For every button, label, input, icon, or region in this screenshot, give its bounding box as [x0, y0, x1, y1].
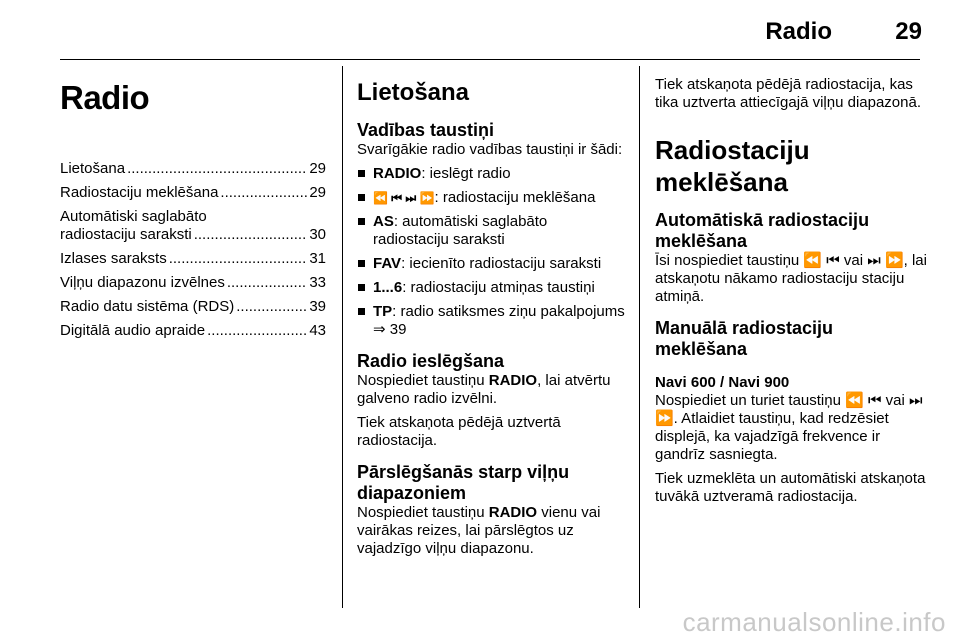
toc-leader	[207, 322, 307, 340]
bullet-square-icon	[358, 194, 365, 201]
control-description: : radiostaciju atmiņas taustiņi	[402, 279, 595, 296]
controls-list-item	[357, 279, 625, 297]
toc-leader	[227, 274, 307, 292]
control-key: 1...6	[373, 279, 403, 296]
subsection-title-auto-search: Automātiskā radiostaciju meklēšana	[655, 210, 870, 251]
control-key: TP	[373, 303, 393, 320]
bullet-square-icon	[358, 284, 365, 291]
control-description: : iecienīto radiostaciju saraksti	[401, 255, 602, 272]
bullet-square-icon	[358, 308, 365, 315]
controls-list-item	[357, 165, 625, 183]
toc-entry-page: 30	[309, 226, 326, 243]
toc-entry-label: Izlases saraksts	[60, 250, 167, 267]
table-of-contents	[60, 160, 326, 340]
toc-entry-page: 31	[309, 250, 326, 267]
toc-entry-label: Viļņu diapazonu izvēlnes	[60, 274, 225, 291]
controls-list-item	[357, 189, 625, 207]
toc-entry[interactable]	[60, 208, 326, 244]
toc-leader	[169, 250, 308, 268]
control-key: RADIO	[488, 372, 538, 389]
toc-entry-page: 29	[309, 160, 326, 177]
toc-entry[interactable]	[60, 298, 326, 316]
controls-intro: Svarīgākie radio vadības taustiņi ir šādi:	[357, 141, 623, 158]
subsection-title-manual-search: Manuālā radiostaciju meklēšana	[655, 318, 834, 359]
toc-entry-label: Digitālā audio apraide	[60, 322, 206, 339]
toc-entry[interactable]	[60, 250, 326, 268]
toc-leader	[127, 160, 307, 178]
watermark: carmanualsonline.info	[682, 607, 946, 637]
control-key: FAV	[373, 255, 402, 272]
search-column	[655, 70, 927, 506]
toc-entry-page: 39	[309, 298, 326, 315]
column-divider-2	[639, 66, 640, 608]
subsection-title-switch-on: Radio ieslēgšana	[357, 351, 505, 371]
text-run: , lai atvērtu galveno radio izvēlni.	[357, 372, 611, 407]
manual-search-note: Tiek uzmeklēta un automātiski atskaņota tuvākā uztveramā radiostacija.	[655, 470, 926, 505]
bullet-square-icon	[358, 170, 365, 177]
bullet-square-icon	[358, 218, 365, 225]
usage-column	[357, 70, 625, 558]
toc-entry-label: Radiostaciju meklēšana	[60, 184, 219, 201]
text-run: Nospiediet taustiņu	[357, 372, 489, 389]
toc-entry[interactable]	[60, 184, 326, 202]
control-description: : automātiski saglabāto radiostaciju saraksti	[373, 213, 548, 248]
auto-search-paragraph: Īsi nospiediet taustiņu ⏪ ⏮ vai ⏭ ⏩, lai atskaņotu nākamo radiostaciju staciju atmiņā.	[655, 252, 927, 305]
subsection-title-bands: Pārslēgšanās starp viļņu diapazoniem	[357, 462, 570, 503]
control-key: RADIO	[488, 504, 538, 521]
column-divider-1	[342, 66, 343, 608]
toc-leader	[236, 298, 307, 316]
section-title-search: Radiostaciju meklēšana	[655, 135, 810, 197]
bullet-square-icon	[358, 260, 365, 267]
toc-entry-page: 33	[309, 274, 326, 291]
switch-on-paragraph	[357, 372, 625, 408]
control-description: : radio satiksmes ziņu pakalpojums ⇒ 39	[373, 303, 625, 338]
toc-entry-label-line1: Automātiski saglabāto	[60, 208, 207, 225]
chapter-title: Radio	[60, 79, 150, 116]
toc-entry[interactable]	[60, 160, 326, 178]
subsection-title-controls: Vadības taustiņi	[357, 120, 495, 140]
running-header-title: Radio	[765, 18, 832, 45]
switch-on-note: Tiek atskaņota pēdējā uztvertā radiostacija.	[357, 414, 561, 449]
toc-column	[60, 70, 326, 346]
models-heading: Navi 600 / Navi 900	[655, 374, 790, 391]
control-key: AS	[373, 213, 394, 230]
bands-paragraph	[357, 504, 625, 558]
toc-leader	[220, 184, 307, 202]
toc-leader	[194, 226, 308, 244]
control-key: RADIO	[373, 165, 422, 182]
control-description: : radiostaciju meklēšana	[434, 189, 596, 206]
toc-entry-label: Radio datu sistēma (RDS)	[60, 298, 235, 315]
toc-entry-label: radiostaciju saraksti	[60, 226, 192, 243]
page-number: 29	[895, 18, 922, 45]
controls-list-item	[357, 303, 625, 339]
controls-list-item	[357, 255, 625, 273]
bands-continued-paragraph: Tiek atskaņota pēdējā radiostacija, kas tika uztverta attiecīgajā viļņu diapazonā.	[655, 76, 921, 111]
controls-list	[357, 165, 625, 339]
section-title-usage: Lietošana	[357, 79, 470, 106]
toc-entry-label: Lietošana	[60, 160, 126, 177]
toc-entry-page: 43	[309, 322, 326, 339]
toc-entry-page: 29	[309, 184, 326, 201]
control-description: : ieslēgt radio	[421, 165, 511, 182]
text-run: vienu vai vairākas reizes, lai pārslēgtos uz vajadzīgo viļņu diapazonu.	[357, 504, 601, 557]
controls-list-item	[357, 213, 625, 249]
toc-entry[interactable]	[60, 274, 326, 292]
seek-buttons-icon: ⏪ ⏮ ⏭ ⏩	[373, 191, 435, 205]
header-divider	[60, 59, 920, 60]
toc-entry[interactable]	[60, 322, 326, 340]
manual-search-paragraph: Nospiediet un turiet taustiņu ⏪ ⏮ vai ⏭ ⏩. Atlaidiet taustiņu, kad redzēsiet displejā, ka vajadzīgā frekvence ir gandrīz sasniegta.	[655, 392, 923, 463]
text-run: Nospiediet taustiņu	[357, 504, 489, 521]
